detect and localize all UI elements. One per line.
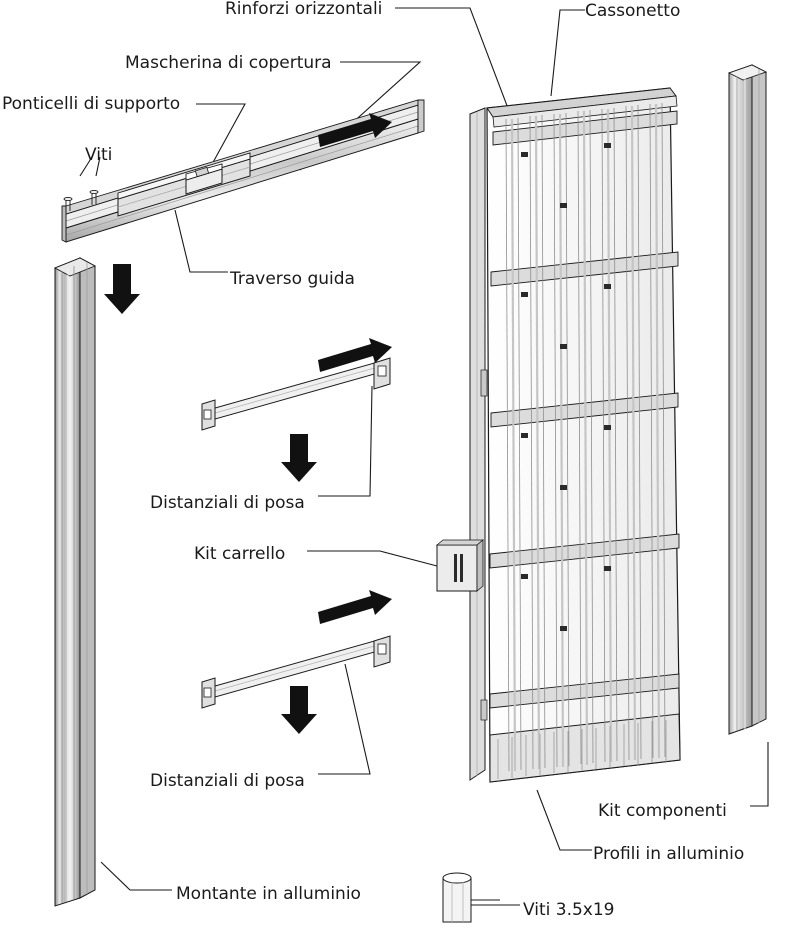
arrow-post-down bbox=[104, 264, 140, 314]
arrow-spacer2-right bbox=[318, 590, 392, 624]
label-traverso-guida: Traverso guida bbox=[230, 269, 355, 289]
part-kit-carrello bbox=[437, 540, 483, 591]
label-mascherina-di-copertura: Mascherina di copertura bbox=[125, 53, 332, 73]
label-kit-carrello: Kit carrello bbox=[194, 544, 286, 564]
arrow-spacer2-down bbox=[281, 686, 317, 734]
part-vite-35x19 bbox=[443, 873, 500, 922]
label-kit-componenti: Kit componenti bbox=[598, 801, 727, 821]
part-montante-sinistro bbox=[55, 258, 95, 906]
label-cassonetto: Cassonetto bbox=[585, 1, 681, 21]
label-profili-in-alluminio: Profili in alluminio bbox=[593, 844, 745, 864]
label-montante-in-alluminio: Montante in alluminio bbox=[176, 884, 361, 904]
part-cassonetto-panel bbox=[470, 88, 680, 782]
label-rinforzi-orizzontali: Rinforzi orizzontali bbox=[225, 0, 383, 19]
label-viti-3-5x19: Viti 3.5x19 bbox=[523, 900, 615, 920]
label-distanziali-di-posa-inferiore: Distanziali di posa bbox=[150, 771, 305, 791]
part-montante-destro bbox=[729, 65, 766, 734]
arrow-spacer1-down bbox=[281, 434, 317, 482]
label-distanziali-di-posa-superiore: Distanziali di posa bbox=[150, 493, 305, 513]
part-distanziale-1 bbox=[202, 358, 390, 430]
label-ponticelli-di-supporto: Ponticelli di supporto bbox=[2, 94, 181, 114]
label-viti: Viti bbox=[85, 145, 113, 165]
